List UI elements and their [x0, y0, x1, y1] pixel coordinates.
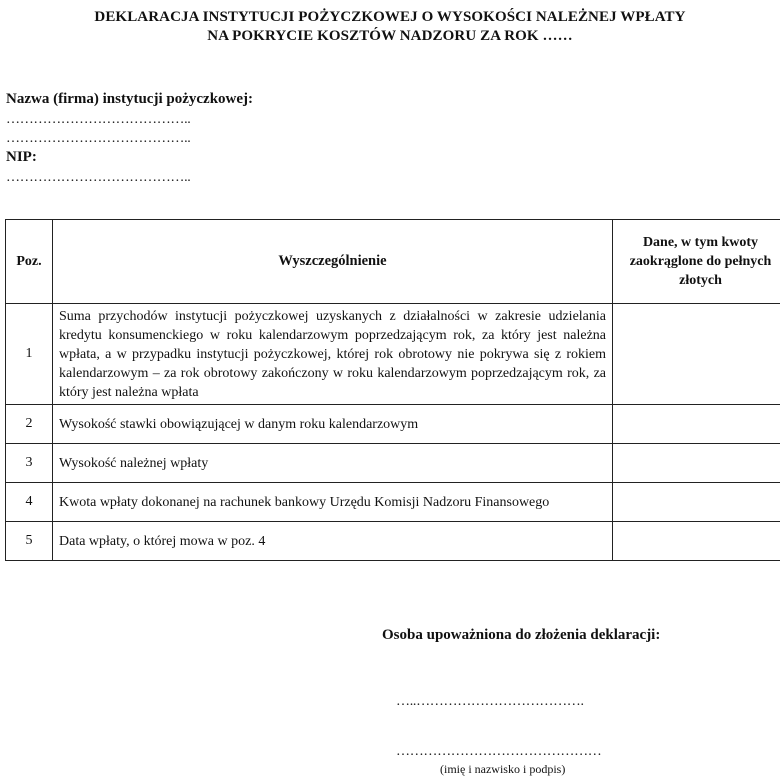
document-title	[0, 8, 780, 46]
nip-label: NIP:	[6, 149, 37, 165]
declaration-table	[5, 219, 780, 561]
row-poz: 1	[6, 304, 53, 405]
table-header-row	[6, 220, 780, 304]
title-line-1: DEKLARACJA INSTYTUCJI POŻYCZKOWEJ O WYSOKOŚCI NALEŻNEJ WPŁATY	[94, 9, 686, 25]
institution-name-label: Nazwa (firma) instytucji pożyczkowej:	[6, 91, 254, 107]
table-row	[6, 483, 780, 522]
row-description: Kwota wpłaty dokonanej na rachunek bankowy Urzędu Komisji Nadzoru Finansowego	[53, 483, 613, 522]
institution-name-field-1[interactable]: …………………………………..	[6, 112, 191, 127]
row-value-cell[interactable]	[613, 304, 780, 405]
signature-caption: (imię i nazwisko i podpis)	[440, 762, 566, 776]
row-value-cell[interactable]	[613, 405, 780, 444]
nip-field[interactable]: …………………………………..	[6, 170, 191, 185]
row-poz: 5	[6, 522, 53, 561]
institution-name-field-2[interactable]: …………………………………..	[6, 131, 191, 146]
row-poz: 2	[6, 405, 53, 444]
row-description: Wysokość stawki obowiązującej w danym roku kalendarzowym	[53, 405, 613, 444]
row-description: Data wpłaty, o której mowa w poz. 4	[53, 522, 613, 561]
header-poz: Poz.	[6, 220, 53, 304]
signature-field-2[interactable]: ………………………………………	[396, 744, 602, 759]
table-row	[6, 522, 780, 561]
row-value-cell[interactable]	[613, 483, 780, 522]
table-row	[6, 405, 780, 444]
header-description: Wyszczególnienie	[53, 220, 613, 304]
authorized-person-label: Osoba upoważniona do złożenia deklaracji:	[382, 627, 661, 643]
title-line-2: NA POKRYCIE KOSZTÓW NADZORU ZA ROK ……	[207, 28, 573, 44]
row-poz: 3	[6, 444, 53, 483]
row-description: Suma przychodów instytucji pożyczkowej uzyskanych z działalności w zakresie udzielania kredytu konsumenckiego w roku kalendarzowym poprzedzającym rok, za który jest należna wpłata, a w przypadku instytucji pożyczkowej, której rok obrotowy nie pokrywa się z rokiem kalendarzowym – za rok obrotowy zakończony w roku kalendarzowym poprzedzającym rok, za który jest należna wpłata	[53, 304, 613, 405]
header-data: Dane, w tym kwoty zaokrąglone do pełnych złotych	[613, 220, 780, 304]
table-row	[6, 304, 780, 405]
signature-field-1[interactable]: …..……………………………….	[396, 694, 584, 709]
table-row	[6, 444, 780, 483]
row-poz: 4	[6, 483, 53, 522]
row-value-cell[interactable]	[613, 522, 780, 561]
row-value-cell[interactable]	[613, 444, 780, 483]
row-description: Wysokość należnej wpłaty	[53, 444, 613, 483]
